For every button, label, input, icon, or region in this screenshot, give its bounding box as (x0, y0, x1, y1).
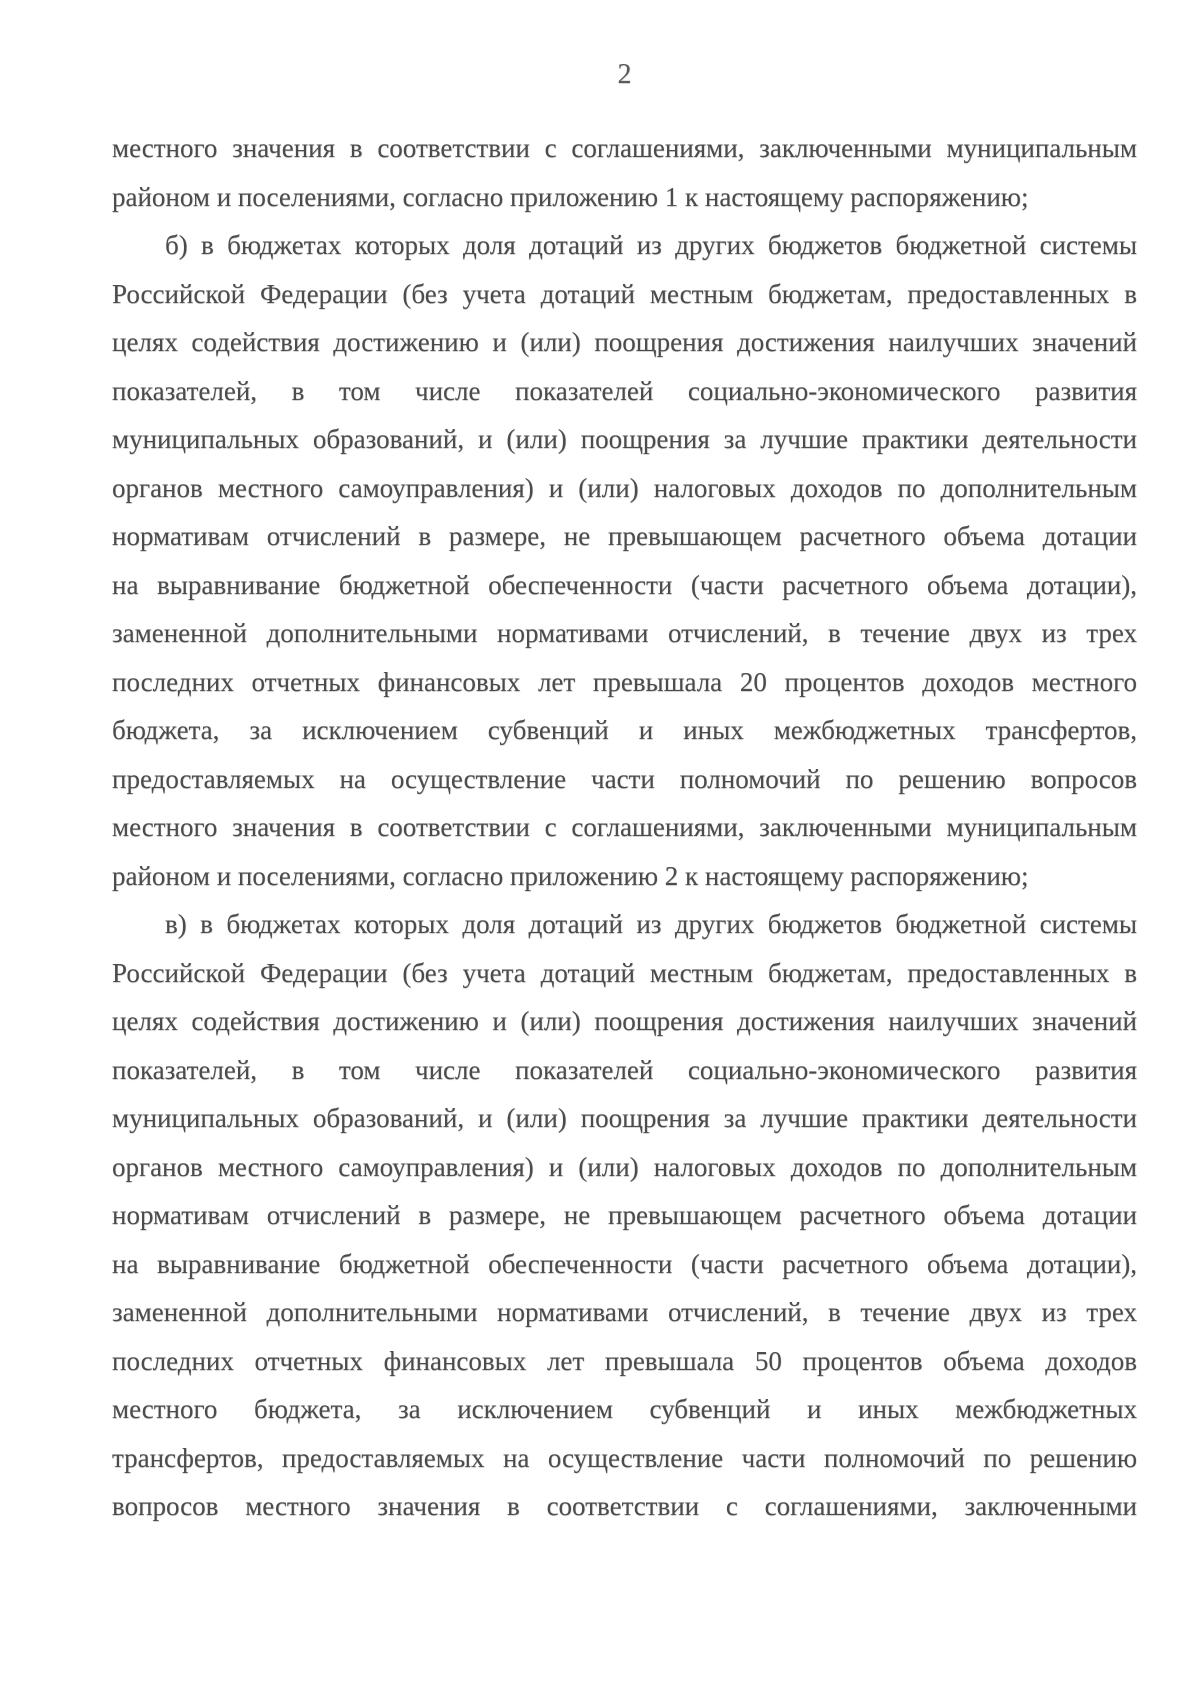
text-line: предоставляемых на осуществление части полномочий по решению вопросов (112, 763, 1137, 794)
text-line: нормативам отчислений в размере, не превышающем расчетного объема дотации (112, 1200, 1137, 1230)
text-line: местного значения в соответствии с соглашениями, заключенными муниципальным (112, 133, 1137, 163)
paragraph-item-v (112, 900, 1137, 1531)
text-line: в) в бюджетах которых доля дотаций из других бюджетов бюджетной системы (165, 909, 1137, 939)
text-line: районом и поселениями, согласно приложению 2 к настоящему распоряжению; (112, 860, 1029, 891)
text-line: последних отчетных финансовых лет превышала 50 процентов объема доходов (112, 1345, 1137, 1376)
document-body (112, 124, 1137, 1531)
text-line: Российской Федерации (без учета дотаций местным бюджетам, предоставленных в (112, 278, 1137, 309)
text-line: на выравнивание бюджетной обеспеченности (части расчетного объема дотации), (112, 1248, 1137, 1279)
text-line: последних отчетных финансовых лет превышала 20 процентов доходов местного (112, 666, 1137, 697)
text-line: Российской Федерации (без учета дотаций местным бюджетам, предоставленных в (112, 957, 1137, 988)
text-line: целях содействия достижению и (или) поощрения достижения наилучших значений (112, 327, 1137, 357)
text-line: местного значения в соответствии с соглашениями, заключенными муниципальным (112, 812, 1137, 842)
text-line: показателей, в том числе показателей социально-экономического развития (112, 1054, 1137, 1085)
text-line: местного бюджета, за исключением субвенций и иных межбюджетных (112, 1394, 1137, 1424)
text-line: б) в бюджетах которых доля дотаций из других бюджетов бюджетной системы (165, 230, 1137, 260)
text-line: замененной дополнительными нормативами отчислений, в течение двух из трех (112, 1297, 1137, 1327)
text-line: районом и поселениями, согласно приложению 1 к настоящему распоряжению; (112, 181, 1029, 212)
text-line: трансфертов, предоставляемых на осуществление части полномочий по решению (112, 1442, 1137, 1473)
text-line: целях содействия достижению и (или) поощрения достижения наилучших значений (112, 1006, 1137, 1036)
page-number: 2 (617, 59, 632, 90)
paragraph-intro-continuation (112, 124, 1137, 221)
text-line: на выравнивание бюджетной обеспеченности (части расчетного объема дотации), (112, 569, 1137, 600)
text-line: муниципальных образований, и (или) поощрения за лучшие практики деятельности (112, 424, 1137, 454)
text-line: замененной дополнительными нормативами отчислений, в течение двух из трех (112, 618, 1137, 648)
text-line: органов местного самоуправления) и (или) налоговых доходов по дополнительным (112, 472, 1137, 503)
paragraph-item-b (112, 221, 1137, 900)
text-line: вопросов местного значения в соответствии с соглашениями, заключенными (112, 1491, 1137, 1521)
text-line: нормативам отчислений в размере, не превышающем расчетного объема дотации (112, 521, 1137, 551)
text-line: муниципальных образований, и (или) поощрения за лучшие практики деятельности (112, 1103, 1137, 1133)
text-line: бюджета, за исключением субвенций и иных межбюджетных трансфертов, (112, 715, 1137, 745)
text-line: показателей, в том числе показателей социально-экономического развития (112, 375, 1137, 406)
text-line: органов местного самоуправления) и (или) налоговых доходов по дополнительным (112, 1151, 1137, 1182)
